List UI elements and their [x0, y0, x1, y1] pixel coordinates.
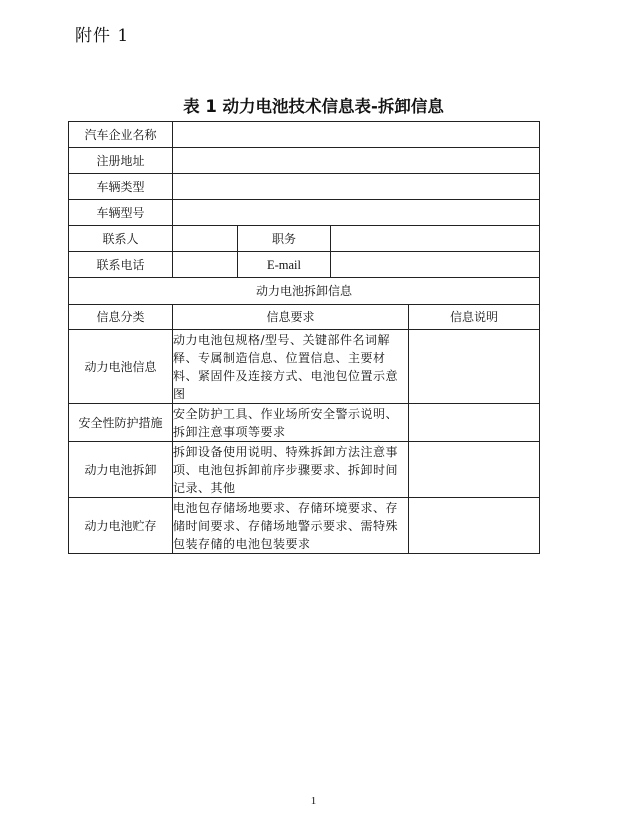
position-value [331, 226, 540, 252]
contact-value [173, 226, 238, 252]
email-value [331, 252, 540, 278]
phone-email-row [69, 252, 540, 278]
page-number: 1 [310, 795, 317, 807]
vehicle-model-value [173, 200, 540, 226]
table-row [69, 498, 540, 554]
phone-value [173, 252, 238, 278]
row-description [409, 442, 540, 498]
row-requirement: 拆卸设备使用说明、特殊拆卸方法注意事项、电池包拆卸前序步骤要求、拆卸时间记录、其他 [173, 442, 409, 498]
section-title-row [69, 278, 540, 305]
column-header-category: 信息分类 [69, 305, 173, 330]
contact-label: 联系人 [69, 226, 173, 252]
company-name-value [173, 122, 540, 148]
position-label: 职务 [238, 226, 331, 252]
row-category: 动力电池信息 [69, 330, 173, 404]
contact-row [69, 226, 540, 252]
address-label: 注册地址 [69, 148, 173, 174]
phone-label: 联系电话 [69, 252, 173, 278]
row-category: 动力电池贮存 [69, 498, 173, 554]
table-row [69, 330, 540, 404]
row-category: 动力电池拆卸 [69, 442, 173, 498]
address-value [173, 148, 540, 174]
column-header-description: 信息说明 [409, 305, 540, 330]
vehicle-model-row [69, 200, 540, 226]
row-category: 安全性防护措施 [69, 404, 173, 442]
attachment-label: 附件 1 [75, 26, 130, 46]
vehicle-type-row [69, 174, 540, 200]
row-requirement: 安全防护工具、作业场所安全警示说明、拆卸注意事项等要求 [173, 404, 409, 442]
battery-info-table [68, 121, 540, 554]
vehicle-model-label: 车辆型号 [69, 200, 173, 226]
vehicle-type-label: 车辆类型 [69, 174, 173, 200]
table-row [69, 442, 540, 498]
section-title: 动力电池拆卸信息 [69, 278, 540, 305]
column-header-requirement: 信息要求 [173, 305, 409, 330]
email-label: E-mail [238, 252, 331, 278]
column-header-row [69, 305, 540, 330]
company-name-row [69, 122, 540, 148]
row-description [409, 330, 540, 404]
document-title: 表 1 动力电池技术信息表-拆卸信息 [183, 97, 444, 116]
row-description [409, 498, 540, 554]
vehicle-type-value [173, 174, 540, 200]
row-description [409, 404, 540, 442]
address-row [69, 148, 540, 174]
row-requirement: 动力电池包规格/型号、关键部件名词解释、专属制造信息、位置信息、主要材料、紧固件及连接方式、电池包位置示意图 [173, 330, 409, 404]
table-row [69, 404, 540, 442]
row-requirement: 电池包存储场地要求、存储环境要求、存储时间要求、存储场地警示要求、需特殊包装存储的电池包装要求 [173, 498, 409, 554]
company-name-label: 汽车企业名称 [69, 122, 173, 148]
